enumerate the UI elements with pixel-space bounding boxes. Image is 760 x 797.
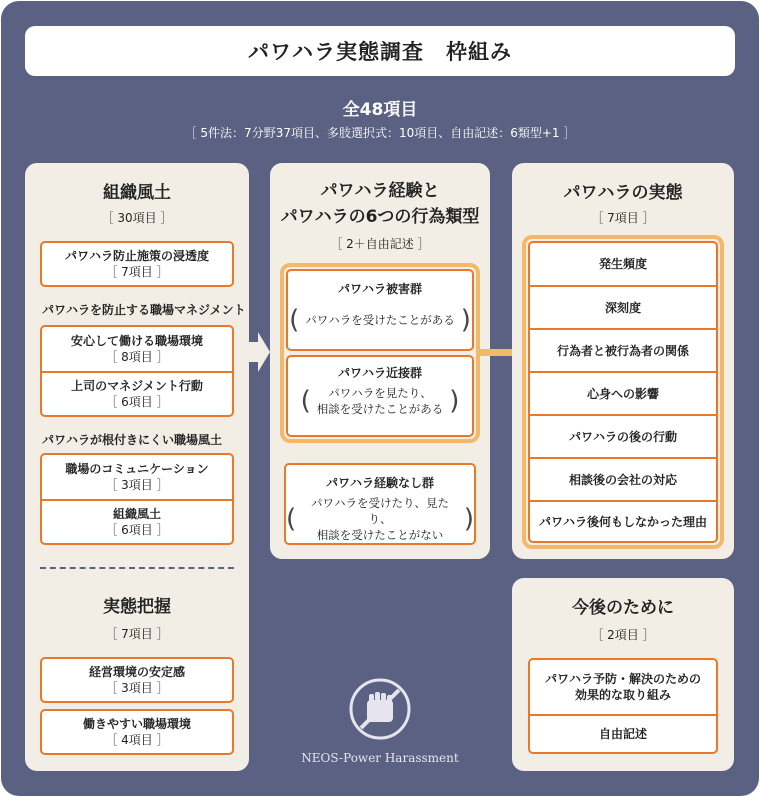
list-item: パワハラの後の行動: [568, 429, 677, 444]
item-box: [40, 709, 234, 755]
group-box-proximity: [286, 355, 474, 437]
group-description: パワハラを見たり、 相談を受けたことがある: [316, 386, 444, 416]
for-the-future-panel: [512, 578, 734, 771]
section-title: 実態把握: [103, 597, 171, 617]
item-count: ［ 3項目 ］: [105, 478, 169, 492]
group-box-no-experience: [284, 463, 476, 545]
group-label: パワハラ近接群: [337, 366, 422, 380]
group-label: パワハラ経験なし群: [325, 476, 434, 490]
group-description: パワハラを受けたことがある: [305, 313, 455, 327]
group-description: パワハラを受けたり、見たり、 相談を受けたことがない: [311, 496, 449, 542]
item-count: ［ 8項目 ］: [105, 350, 169, 364]
panel-title-line2: パワハラの6つの行為類型: [280, 207, 480, 227]
section-count: ［ 7項目 ］: [105, 627, 169, 641]
total-items: 全48項目: [342, 100, 418, 120]
items-breakdown: ［ 5件法：7分野37項目、多肢選択式：10項目、自由記述：6類型+1 ］: [184, 126, 576, 140]
item-count: ［ 7項目 ］: [105, 265, 169, 279]
paren-open-icon: (: [289, 305, 300, 335]
item-label: 上司のマネジメント行動: [71, 379, 203, 393]
item-label: 経営環境の安定感: [88, 665, 185, 679]
panel-count: ［ 2＋自由記述 ］: [330, 237, 430, 251]
fist-logo-icon: [347, 676, 413, 742]
logo-text: NEOS-Power Harassment: [301, 751, 459, 765]
list-item: 行為者と被行為者の関係: [556, 343, 689, 358]
future-item-list: [528, 658, 718, 754]
group-box-victim: [286, 269, 474, 351]
section-heading: パワハラを防止する職場マネジメント: [42, 303, 246, 317]
panel-count: ［ 7項目 ］: [591, 211, 655, 225]
item-group-box: [40, 325, 234, 417]
item-count: ［ 4項目 ］: [105, 733, 169, 747]
item-group-box: [40, 453, 234, 545]
harassment-reality-panel: [512, 163, 734, 559]
panel-count: ［ 2項目 ］: [591, 628, 655, 642]
list-item: 相談後の会社の対応: [568, 472, 677, 487]
panel-count: ［ 30項目 ］: [101, 211, 173, 225]
list-item: パワハラ後何もしなかった理由: [538, 514, 707, 529]
page-title: パワハラ実態調査 枠組み: [25, 26, 735, 76]
item-label: 働きやすい職場環境: [82, 717, 191, 731]
paren-open-icon: (: [286, 504, 297, 534]
panel-title: 今後のために: [572, 598, 674, 618]
item-label: 職場のコミュニケーション: [65, 462, 209, 476]
panel-title: パワハラの実態: [563, 183, 683, 203]
section-heading: パワハラが根付きにくい職場風土: [42, 433, 223, 447]
reality-item-list: [528, 241, 718, 543]
harassment-experience-panel: [270, 163, 490, 559]
item-count: ［ 6項目 ］: [105, 395, 169, 409]
paren-close-icon: ): [449, 386, 460, 416]
dashed-divider: [40, 567, 234, 569]
item-count: ［ 6項目 ］: [105, 523, 169, 537]
paren-open-icon: (: [300, 386, 311, 416]
list-item: 心身への影響: [586, 386, 659, 401]
paren-close-icon: ): [463, 504, 474, 534]
list-item: 深刻度: [604, 300, 641, 315]
paren-close-icon: ): [460, 305, 471, 335]
item-box: [40, 657, 234, 703]
organization-culture-panel: [25, 163, 249, 771]
item-label: 安心して働ける職場環境: [70, 334, 203, 348]
list-item: 自由記述: [598, 727, 647, 741]
arrow-right-icon: [248, 332, 270, 372]
list-item: パワハラ予防・解決のための 効果的な取り組み: [544, 672, 701, 702]
panel-title: 組織風土: [103, 183, 171, 203]
item-box: [40, 241, 234, 287]
item-label: パワハラ防止施策の浸透度: [64, 249, 209, 263]
panel-title-line1: パワハラ経験と: [320, 181, 440, 201]
list-item: 発生頻度: [598, 257, 647, 271]
item-count: ［ 3項目 ］: [105, 681, 169, 695]
item-label: 組織風土: [112, 507, 161, 521]
group-label: パワハラ被害群: [337, 282, 422, 296]
